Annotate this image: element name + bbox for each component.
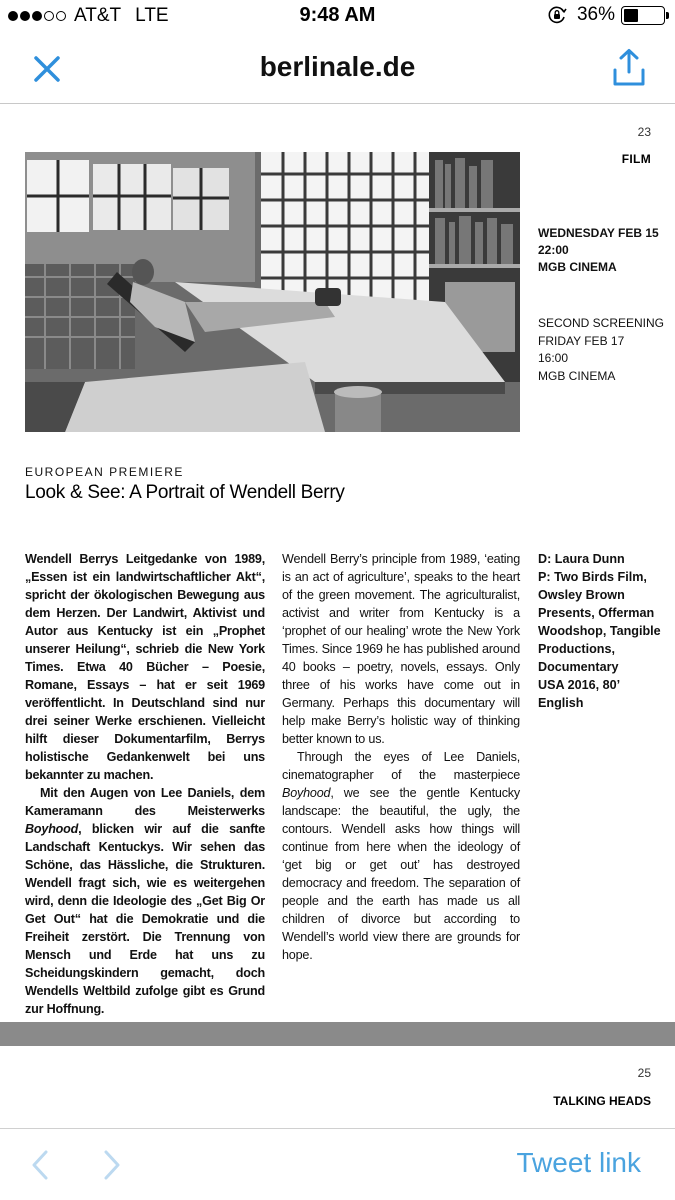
- screening-secondary-venue: MGB CINEMA: [538, 368, 616, 383]
- status-bar: [0, 0, 675, 34]
- screening-secondary-label: SECOND SCREENING: [538, 316, 665, 330]
- tweet-link-button[interactable]: Tweet link: [516, 1147, 641, 1178]
- share-icon[interactable]: [611, 48, 647, 88]
- next-page-number: 25: [637, 1066, 651, 1080]
- english-paragraph-2-part-b: , we see the gentle Kentucky landscape: the beautiful, the ugly, the contours. Wendell asks how things will continue from here when the ideology of ‘get big or get out’ has destroyed democracy and freedom. The separation of people and the earth has made us all children of divorce but according to Wendell’s world view there are grounds for hope.: [282, 786, 520, 962]
- screening-secondary: [538, 315, 664, 385]
- screening-secondary-date: FRIDAY FEB 17: [538, 333, 625, 348]
- english-paragraph-2: [282, 748, 520, 964]
- premiere-label: EUROPEAN PREMIERE: [25, 465, 184, 479]
- english-paragraph-2-italic: Boyhood: [282, 786, 331, 800]
- battery-percent: 36%: [576, 4, 615, 25]
- credit-country-year: USA 2016, 80’: [538, 678, 621, 692]
- german-text-column: [25, 550, 265, 1018]
- german-paragraph-2: [25, 784, 265, 1018]
- page-divider: [0, 1022, 675, 1046]
- page-title: berlinale.de: [259, 51, 416, 82]
- credit-language: English: [538, 696, 584, 710]
- english-paragraph-1: Wendell Berry’s principle from 1989, ‘eating is an act of agriculture’, speaks to the heart of the green movement. The agriculturalist, activist and writer from Kentucky is a ‘prophet of our healing’ wrote the New York Times. Since 1969 he has published around 40 books – poetry, novels, essays. Only three of his works have come out in Germany. Perhaps this documentary will help make Berry’s holistic way of thinking better known to us.: [282, 552, 520, 746]
- english-text-column: [282, 550, 520, 964]
- german-paragraph-2-part-a: Mit den Augen von Lee Daniels, dem Kameramann des Meisterwerks: [25, 786, 265, 818]
- chevron-left-icon[interactable]: [28, 1149, 52, 1181]
- status-right: [547, 4, 665, 26]
- page-number: 23: [637, 125, 651, 139]
- film-title: Look & See: A Portrait of Wendell Berry: [25, 482, 345, 503]
- status-time: 9:48 AM: [299, 4, 376, 26]
- network-type: LTE: [135, 5, 169, 26]
- chevron-right-icon[interactable]: [100, 1149, 124, 1181]
- english-paragraph-2-part-a: Through the eyes of Lee Daniels, cinematographer of the masterpiece: [282, 750, 520, 782]
- credit-producer: P: Two Birds Film, Owsley Brown Presents, Offerman Woodshop, Tangible Productions, Documentary: [538, 570, 661, 674]
- german-paragraph-2-italic: Boyhood: [25, 822, 79, 836]
- screening-primary-venue: MGB CINEMA: [538, 260, 617, 274]
- next-section-label: TALKING HEADS: [553, 1094, 651, 1108]
- rotation-lock-icon: [547, 5, 567, 25]
- screening-secondary-time: 16:00: [538, 351, 569, 365]
- article-page: [0, 105, 675, 1023]
- film-still-photo: [25, 152, 520, 432]
- screening-primary-time: 22:00: [538, 243, 569, 257]
- navigation-bar: [0, 34, 675, 104]
- battery-level: [624, 9, 638, 22]
- battery-icon: [621, 6, 665, 25]
- screening-primary: [538, 225, 659, 276]
- screening-primary-date: WEDNESDAY FEB 15: [538, 226, 659, 240]
- film-credits: [538, 550, 663, 712]
- bottom-toolbar: [0, 1128, 675, 1200]
- credit-director: D: Laura Dunn: [538, 552, 625, 566]
- section-label: FILM: [621, 152, 651, 166]
- film-still-illustration: [25, 152, 520, 432]
- german-paragraph-1: Wendell Berrys Leitgedanke von 1989, „Essen ist ein landwirtschaftlicher Akt“, spricht der ökologischen Bewegung aus dem Herzen. Der Landwirt, Aktivist und Autor aus Kentucky ist ein „Prophet unserer Heilung“, schrieb die New York Times. Etwa 40 Bücher – Poesie, Romane, Essays – hat er seit 1969 veröffentlicht. In Deutschland sind nur drei seiner Werke erschienen. Vielleicht hilft dieser Dokumentarfilm, Berrys holistische Gedankenwelt bei uns bekannter zu machen.: [25, 552, 265, 782]
- carrier-name: AT&T: [74, 5, 122, 26]
- german-paragraph-2-part-b: , blicken wir auf die sanfte Landschaft Kentuckys. Wir sehen das Schöne, das Hässliche, die Strukturen. Wendell fragt sich, wie es weitergehen wird, denn die Ideologie des „Get Big Or Get Out“ hat die Demokratie und die Freiheit zerstört. Die Trennung von Mensch und Erde hat uns zu Scheidungskindern gemacht, doch Wendells Weltbild zufolge gibt es Grund zur Hoffnung.: [25, 822, 265, 1016]
- next-page-preview: [0, 1046, 675, 1128]
